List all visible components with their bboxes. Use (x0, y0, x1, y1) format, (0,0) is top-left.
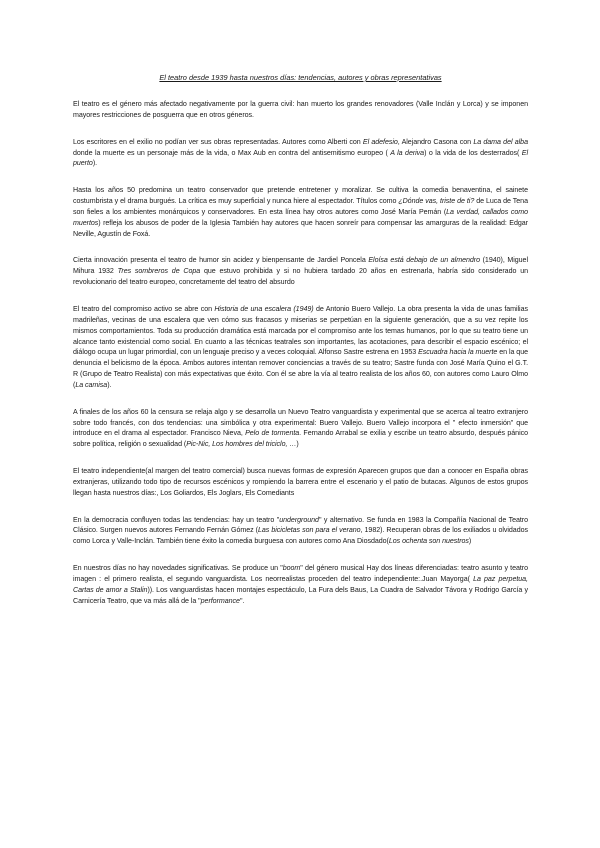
paragraph-text: ) (468, 537, 472, 546)
paragraph-text: Hasta los años 50 predomina un teatro conservador que pretende entretener y moralizar. Se cultiva la comedia benaventina, el sainete costumbrista y el drama burgués. La crítica es muy superficial y nunca hiere al espectador. Títulos como (73, 186, 528, 206)
italic-text: Historia de una escalera (1949) (214, 304, 314, 313)
paragraph-text: ) refleja los abusos de poder de la Iglesia También hay autores que hacen sonreír para compensar las amarguras de la realidad: Edgar Neville, Agustín de Foxá. (73, 218, 528, 238)
italic-text: Eloísa está debajo de un almendro (368, 256, 480, 265)
paragraph-text: donde la muerte es un personaje más de la vida, o Max Aub en contra del antisemitismo europeo ( (73, 148, 391, 157)
paragraph (73, 515, 528, 548)
paragraph-text: El teatro es el género más afectado negativamente por la guerra civil: han muerto los grandes renovadores (Valle Inclán y Lorca) y se imponen mayores restricciones de posguerra que en otros géneros. (73, 100, 528, 119)
paragraph-text: ) o la vida de los desterrados( (424, 148, 522, 157)
paragraph (73, 304, 528, 391)
paragraph-text: Cierta innovación presenta el teatro de humor sin acidez y bienpensante de Jardiel Poncela (73, 256, 369, 265)
italic-text: performance (200, 596, 240, 605)
italic-text: Tres sombreros de Copa (117, 267, 201, 276)
italic-text: La paz perpetua, Cartas de amor a Stalin (73, 575, 528, 594)
italic-text: Pelo de tormenta (245, 429, 300, 438)
paragraph-text: Los escritores en el exilio no podían ver sus obras representadas. Autores como Alberti con (73, 137, 363, 146)
paragraph (73, 137, 528, 170)
italic-text: La dama del alba (473, 137, 528, 146)
italic-text: La camisa (75, 380, 108, 389)
paragraph (73, 407, 528, 450)
paragraph (73, 99, 528, 121)
paragraph-text: En nuestros días no hay novedades significativas. Se produce un " (73, 564, 283, 573)
italic-text: Escuadra hacia la muerte (418, 348, 498, 357)
paragraph (73, 563, 528, 606)
paragraph-text: ) (296, 440, 299, 449)
paragraph-text: ). (107, 380, 112, 389)
document-title: El teatro desde 1939 hasta nuestros días: tendencias, autores y obras representativas (159, 73, 442, 82)
paragraph-text: , 1982). Recuperan obras de los exiliados u olvidados como Lorca y Valle-Inclán. También tiene éxito la comedia burguesa con autores como Ana Diosdado( (73, 526, 528, 546)
paragraph-text: (1940), Miguel Mihura 1932 (73, 256, 528, 276)
paragraph (73, 466, 528, 499)
italic-text: El adefesio (362, 137, 398, 146)
paragraph-text: en la que denuncia el belicismo de la época. Ambos autores intentan remover conciencias a través de su teatro; Sastre funda con José María Quino el G.T. R (Grupo de Teatro Realista) con más expectativas que éxito. Con él se abre la vía al teatro realista de los años 60, con autores como Lauro Olmo ( (73, 348, 528, 389)
italic-text: ¿Dónde vas, triste de ti? (398, 197, 475, 206)
paragraph-text: de Luca de Tena son fieles a los ambientes monárquicos y conservadores. En esta línea hay otros autores como José María Pemán ( (73, 197, 528, 216)
paragraph-text: )). Los vanguardistas hacen montajes espectáculo, La Fura dels Baus, La Cuadra de Salvador Távora y Rodrigo García y Carnicería Teatro, que va más allá de la " (73, 585, 528, 605)
paragraph-text: A finales de los años 60 la censura se relaja algo y se desarrolla un Nuevo Teatro vanguardista y experimental que se acerca al teatro extranjero sobre todo francés, con dos tendencias: una simbólica y otra experimental: Buero Vallejo. Buero Vallejo incorpora el " efecto inmersión" que introduce en el drama al espectador. Francisco Nieva, (73, 407, 528, 438)
paragraph-text: que estuvo prohibida y si no hubiera tardado 20 años en estrenarla, habría sido considerado un revolucionario del teatro europeo, concretamente del teatro del absurdo (73, 267, 528, 287)
paragraph-text: El teatro del compromiso activo se abre con (73, 304, 215, 313)
italic-text: El puerto (73, 148, 528, 168)
paragraph-text: de Antonio Buero Vallejo. La obra presenta la vida de unas familias madrileñas, vecinas de una escalera que ven cómo sus fracasos y miserias se perpetúan en la siguiente generación, que a su vez repite los mismos comportamientos. Toda su producción dramática está marcada por el compromiso ante los temas humanos, por lo que su teatro tiene un alcance tanto existencial como social. En cuanto a las técnicas teatrales son importantes, las acotaciones, para describir el espacio escénico; el diálogo ocupa un lugar primordial, con un lenguaje preciso y a veces coloquial. Alfonso Sastre estrena en 1953 (73, 304, 528, 357)
paragraph-text: " y alternativo. Se funda en 1983 la Compañía Nacional de Teatro Clásico. Surgen nuevos autores Fernando Fernán Gómez ( (73, 515, 528, 535)
paragraph-text: ". (239, 596, 245, 605)
paragraph-text: ). (92, 159, 98, 168)
document-body (73, 99, 528, 607)
italic-text: Las bicicletas son para el verano (258, 526, 361, 535)
italic-text: Pic-Nic, Los hombres del triciclo, … (186, 440, 297, 449)
paragraph-text: " del género musical Hay dos líneas diferenciadas: teatro asunto y teatro imagen : el primero realista, el segundo vanguardista. Los neorrealistas proceden del teatro independiente:.Juan Mayorga( (73, 564, 529, 583)
paragraph-text: , Alejandro Casona con (397, 137, 474, 146)
italic-text: boom (282, 564, 301, 573)
italic-text: A la deriva (390, 148, 425, 157)
paragraph-text: En la democracia confluyen todas las tendencias: hay un teatro " (73, 515, 280, 524)
paragraph (73, 185, 528, 239)
italic-text: La verdad, callados como muertos (73, 207, 528, 227)
italic-text: underground (279, 515, 319, 524)
paragraph (73, 255, 528, 288)
paragraph-text: . Fernando Arrabal se exilia y escribe un teatro absurdo, después pánico sobre política, religión o sexualidad ( (73, 429, 528, 449)
italic-text: Los ochenta son nuestros (388, 537, 469, 546)
paragraph-text: El teatro independiente(al margen del teatro comercial) busca nuevas formas de expresión Aparecen grupos que dan a conocer en España obras extranjeras, utilizando todo tipo de recursos escénicos y rompiendo la barrera entre el escenario y el patio de butacas. Algunos de estos grupos llegan hasta nuestros días:, Los Goliardos, Els Joglars, Els Comediants (73, 467, 528, 497)
